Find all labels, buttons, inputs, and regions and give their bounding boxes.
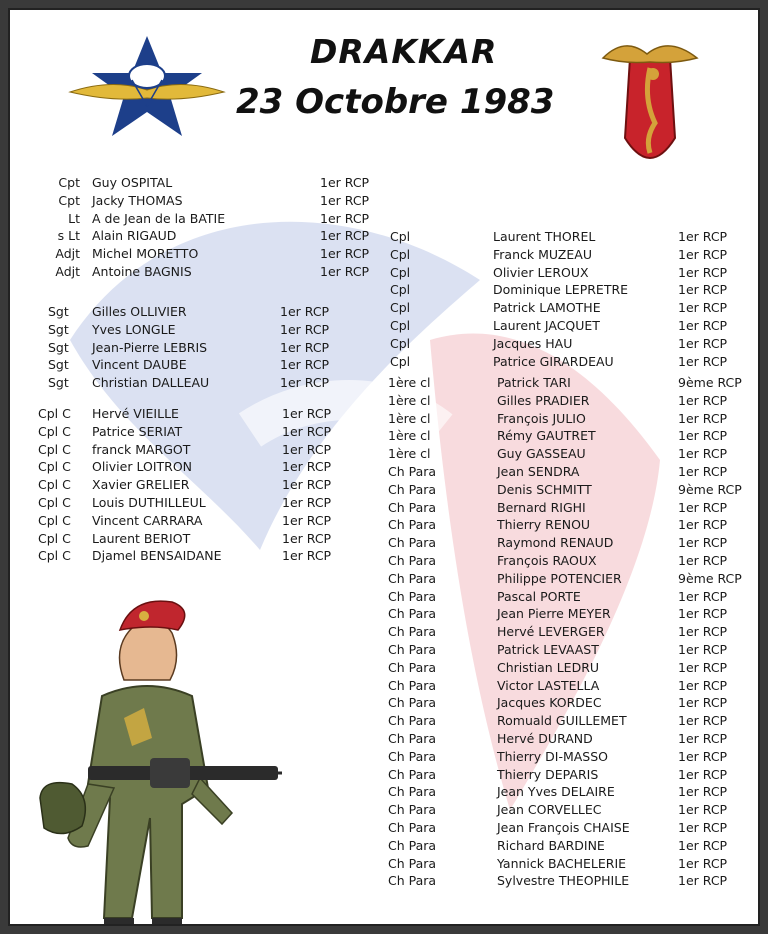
roster-rank: Cpl [390,282,411,298]
roster-name: Patrick TARI [497,375,571,390]
roster-rank: Cpl C [38,548,71,564]
roster-rank: 1ère cl [388,375,431,390]
roster-rank: Ch Para [388,713,437,729]
roster-unit: 1er RCP [280,375,330,391]
roster-name: Patrick LEVAAST [497,642,599,657]
roster-rank: Cpt [58,192,80,208]
roster-rank: Cpl C [38,495,71,510]
roster-unit: 1er RCP [678,300,728,316]
roster-rank: Cpl C [38,477,71,493]
roster-unit: 1er RCP [282,423,332,439]
roster-row [10,410,760,427]
roster-rank: Ch Para [388,535,437,551]
roster-row [10,228,760,245]
roster-name: franck MARGOT [92,441,191,457]
roster-name: Yves LONGLE [92,321,176,337]
roster-rank: Ch Para [388,464,437,479]
roster-name: Patrice GIRARDEAU [493,353,614,369]
roster-rank: Ch Para [388,499,437,515]
roster-unit: 1er RCP [320,228,370,244]
roster-unit: 1er RCP [678,766,728,782]
roster-row [10,552,760,569]
roster-name: Guy OSPITAL [92,175,173,190]
roster-name: Philippe POTENCIER [497,570,622,586]
roster-unit: 1er RCP [320,246,370,262]
roster-name: Richard BARDINE [497,837,605,853]
roster-name: Jean François CHAISE [497,820,630,835]
roster-row [10,427,760,444]
roster-row [10,445,760,462]
roster-unit: 1er RCP [678,855,728,871]
roster-unit: 1er RCP [678,820,728,835]
roster-name: Alain RIGAUD [92,228,177,244]
roster-name: Denis SCHMITT [497,481,592,497]
poster-date: 23 Octobre 1983 [236,82,555,122]
roster-unit: 1er RCP [678,606,728,622]
roster-unit: 1er RCP [678,873,728,889]
roster-row [10,192,760,209]
roster-unit: 1er RCP [282,512,332,528]
roster-name: Jean CORVELLEC [497,802,602,818]
roster-rank: Ch Para [388,802,437,818]
roster-rank: Cpl C [38,406,71,421]
roster-name: Gilles PRADIER [497,392,590,408]
roster-rank: Ch Para [388,820,437,835]
roster-name: Laurent THOREL [493,229,596,244]
roster-name: Jean Yves DELAIRE [497,784,615,800]
roster-rank: s Lt [57,228,80,244]
roster-rank: Sgt [48,339,69,355]
roster-rank: Adjt [55,264,80,279]
roster-row [10,174,760,191]
roster-unit: 1er RCP [678,392,728,408]
roster-rank: Cpl [390,229,411,244]
roster-name: Laurent JACQUET [493,318,600,333]
roster-name: Thierry RENOU [497,517,591,533]
roster-name: Guy GASSEAU [497,446,586,462]
roster-unit: 1er RCP [678,837,728,853]
roster-rank: Cpl [390,246,411,262]
roster-name: Patrice SERIAT [92,423,183,439]
roster-name: Raymond RENAUD [497,535,614,551]
roster-unit: 1er RCP [678,553,728,568]
roster-unit: 9ème RCP [678,570,742,586]
roster-row [10,499,760,516]
roster-row [10,392,760,409]
roster-name: François RAOUX [497,553,597,568]
roster-rank: Cpl [390,318,411,333]
roster-name: Yannick BACHELERIE [497,855,627,871]
roster-name: Jean Pierre MEYER [497,606,611,622]
roster-name: Jacques KORDEC [497,695,602,711]
roster-unit: 1er RCP [678,428,728,444]
roster-row [10,516,760,533]
roster-name: Hervé LEVERGER [497,624,605,640]
roster-unit: 1er RCP [678,353,728,369]
roster-unit: 1er RCP [282,441,332,457]
roster-rank: Cpl C [38,441,71,457]
roster-name: Christian LEDRU [497,659,600,675]
roster-name: Thierry DEPARIS [497,766,599,782]
roster-name: Dominique LEPRETRE [493,282,629,298]
roster-rank: Sgt [48,304,69,319]
roster-unit: 1er RCP [282,406,332,421]
roster-unit: 1er RCP [678,624,728,640]
roster-name: Olivier LEROUX [493,264,589,280]
roster-name: Antoine BAGNIS [92,264,192,279]
roster-rank: Ch Para [388,570,437,586]
roster-rank: Ch Para [388,784,437,800]
roster-rank: Cpl [390,300,411,316]
roster-row [10,463,760,480]
roster-name: Bernard RIGHI [497,499,586,515]
roster-unit: 1er RCP [678,588,728,604]
roster-name: Jean SENDRA [497,464,580,479]
roster-rank: Ch Para [388,695,437,711]
roster-unit: 1er RCP [678,410,728,426]
roster-rank: Ch Para [388,748,437,764]
roster-unit: 1er RCP [678,802,728,818]
roster-rank: Ch Para [388,517,437,533]
roster-rank: Cpl [390,353,411,369]
roster-name: Victor LASTELLA [497,677,600,693]
airborne-wings-star-icon [62,28,232,148]
roster-name: Jacques HAU [493,335,573,351]
roster-rank: Cpl [390,264,411,280]
paratrooper-illustration [32,588,282,926]
roster-unit: 1er RCP [678,335,728,351]
roster-name: Patrick LAMOTHE [493,300,601,316]
roster-rank: Ch Para [388,677,437,693]
roster-name: Jean-Pierre LEBRIS [92,339,208,355]
roster-name: Djamel BENSAIDANE [92,548,222,564]
roster-rank: Ch Para [388,766,437,782]
roster-rank: 1ère cl [388,446,431,462]
roster-unit: 1er RCP [678,318,728,333]
roster-row [10,246,760,263]
roster-unit: 1er RCP [320,192,370,208]
roster-unit: 1er RCP [678,517,728,533]
roster-rank: Cpl C [38,423,71,439]
roster-unit: 1er RCP [678,499,728,515]
roster-name: Pascal PORTE [497,588,581,604]
roster-row [10,264,760,281]
roster-row [10,481,760,498]
roster-name: Jacky THOMAS [92,192,183,208]
memorial-poster [8,8,760,926]
roster-rank: Cpl C [38,459,71,475]
roster-rank: Cpl C [38,530,71,546]
roster-rank: Sgt [48,375,69,391]
roster-name: Michel MORETTO [92,246,199,262]
roster-name: Vincent CARRARA [92,512,203,528]
roster-row [10,374,760,391]
roster-name: Sylvestre THEOPHILE [497,873,630,889]
roster-row [10,281,760,298]
roster-unit: 1er RCP [678,535,728,551]
roster-unit: 9ème RCP [678,481,742,497]
roster-name: Vincent DAUBE [92,357,187,373]
roster-name: Louis DUTHILLEUL [92,495,206,510]
roster-unit: 9ème RCP [678,375,742,390]
roster-row [10,534,760,551]
roster-unit: 1er RCP [320,264,370,279]
roster-rank: Cpt [58,175,80,190]
roster-row [10,570,760,587]
roster-rank: Ch Para [388,481,437,497]
roster-unit: 1er RCP [282,548,332,564]
roster-rank: Ch Para [388,873,437,889]
roster-row [10,317,760,334]
roster-unit: 1er RCP [678,659,728,675]
roster-rank: Ch Para [388,588,437,604]
roster-rank: Adjt [55,246,80,262]
roster-name: Gilles OLLIVIER [92,304,187,319]
roster-unit: 1er RCP [320,210,370,226]
roster-rank: Lt [68,210,80,226]
roster-unit: 1er RCP [280,304,330,319]
roster-rank: 1ère cl [388,410,431,426]
roster-unit: 1er RCP [282,530,332,546]
roster-name: Olivier LOITRON [92,459,193,475]
roster-rank: Cpl [390,335,411,351]
roster-unit: 1er RCP [678,642,728,657]
roster-name: Romuald GUILLEMET [497,713,627,729]
poster-title: DRAKKAR [310,32,498,71]
roster-unit: 1er RCP [282,459,332,475]
roster-name: Christian DALLEAU [92,375,210,391]
roster-name: Hervé VIEILLE [92,406,179,421]
roster-rank: 1ère cl [388,428,431,444]
roster-unit: 1er RCP [282,495,332,510]
roster-rank: Ch Para [388,624,437,640]
roster-name: Thierry DI-MASSO [497,748,609,764]
roster-row [10,210,760,227]
roster-rank: Ch Para [388,731,437,746]
roster-unit: 1er RCP [280,339,330,355]
roster-unit: 1er RCP [280,321,330,337]
roster-unit: 1er RCP [678,713,728,729]
parachute-regiment-badge-icon [595,28,705,178]
roster-rank: Cpl C [38,512,71,528]
roster-rank: Sgt [48,321,69,337]
roster-unit: 1er RCP [678,282,728,298]
roster-name: François JULIO [497,410,586,426]
roster-rank: Ch Para [388,553,437,568]
roster-unit: 1er RCP [678,246,728,262]
roster-name: Hervé DURAND [497,731,593,746]
roster-rank: Ch Para [388,659,437,675]
roster-row [10,335,760,352]
roster-rank: Ch Para [388,855,437,871]
roster-rank: Ch Para [388,606,437,622]
roster-name: Laurent BERIOT [92,530,191,546]
roster-row [10,299,760,316]
roster-unit: 1er RCP [678,731,728,746]
roster-unit: 1er RCP [678,695,728,711]
roster-unit: 1er RCP [320,175,370,190]
roster-name: Xavier GRELIER [92,477,190,493]
roster-name: Rémy GAUTRET [497,428,596,444]
roster-name: Franck MUZEAU [493,246,592,262]
roster-rank: 1ère cl [388,392,431,408]
roster-unit: 1er RCP [280,357,330,373]
roster-rank: Ch Para [388,642,437,657]
roster-rank: Ch Para [388,837,437,853]
roster-unit: 1er RCP [678,264,728,280]
roster-rank: Sgt [48,357,69,373]
roster-unit: 1er RCP [678,748,728,764]
roster-name: A de Jean de la BATIE [92,210,226,226]
roster-unit: 1er RCP [678,784,728,800]
roster-unit: 1er RCP [678,464,728,479]
roster-unit: 1er RCP [282,477,332,493]
roster-unit: 1er RCP [678,446,728,462]
roster-unit: 1er RCP [678,229,728,244]
roster-unit: 1er RCP [678,677,728,693]
roster-row [10,353,760,370]
